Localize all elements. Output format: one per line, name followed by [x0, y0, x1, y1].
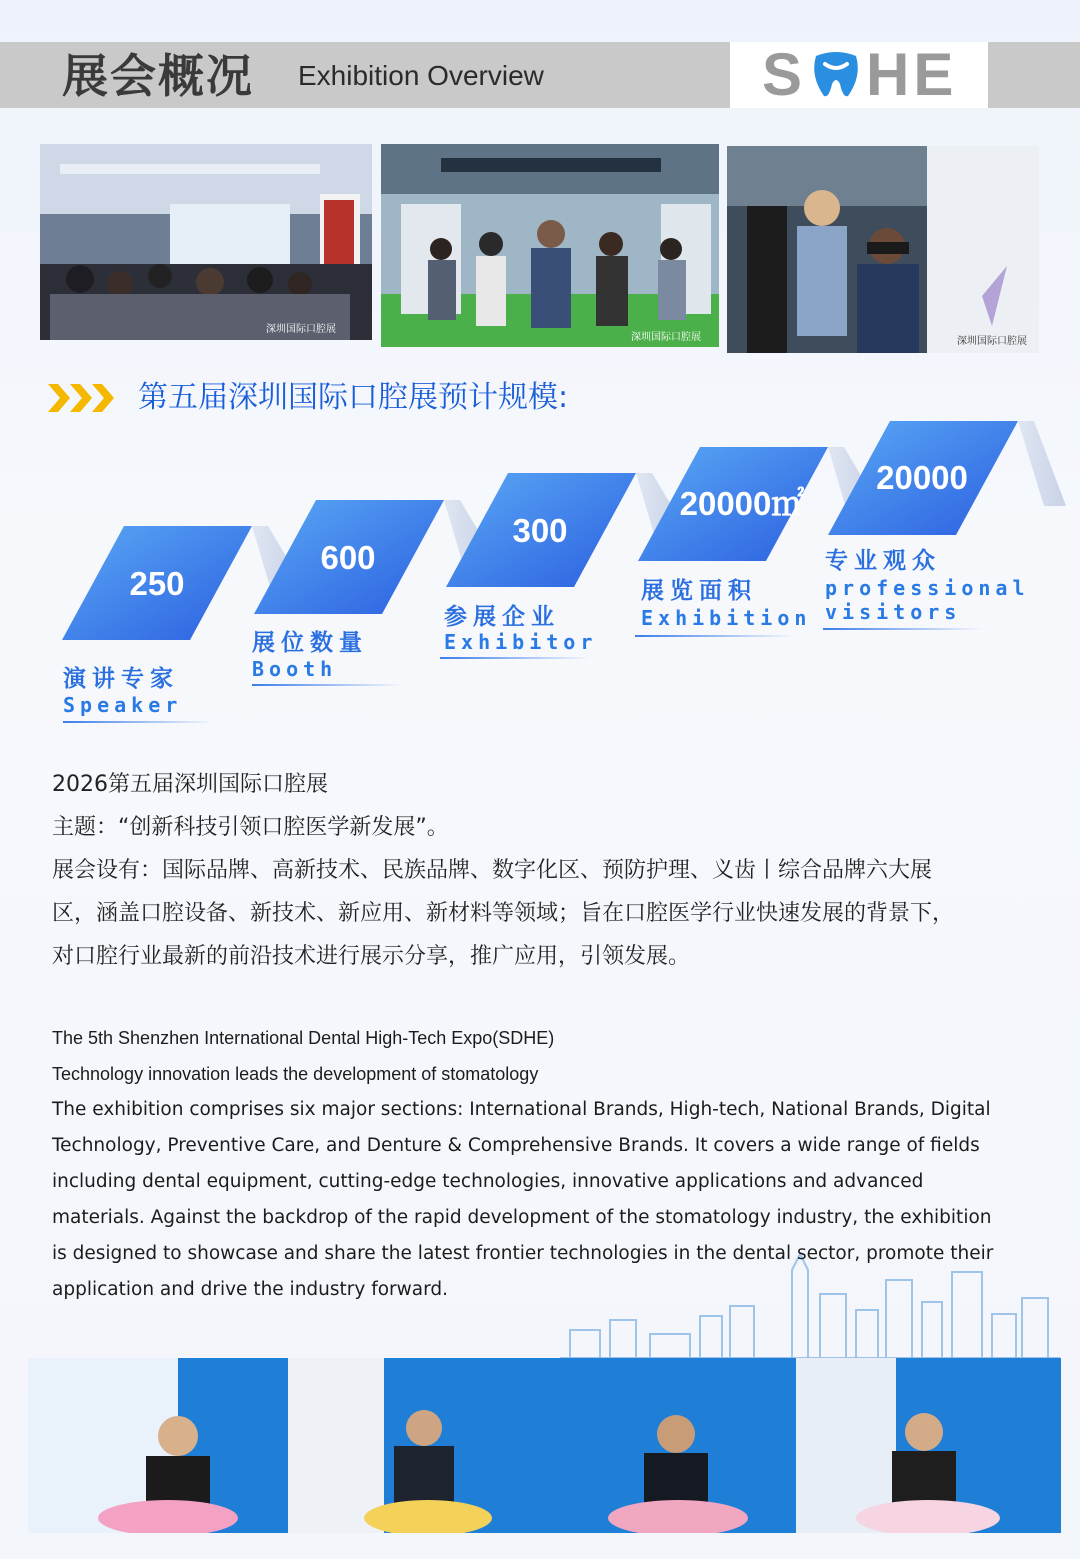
- stat-label-exhibitor-en: Exhibitor: [444, 630, 598, 654]
- stat-label-speaker-cn: 演讲专家: [63, 666, 179, 692]
- intro-en-theme: Technology innovation leads the development of stomatology: [52, 1064, 539, 1084]
- stat-label-visitors-en-1: professional: [825, 576, 1030, 600]
- page-title-en: Exhibition Overview: [298, 60, 544, 91]
- visitors-aisle-photo: [381, 144, 719, 347]
- speaker-2-photo: [288, 1358, 540, 1533]
- intro-cn-line: 区，涵盖口腔设备、新技术、新应用、新材料等领域；旨在口腔医学行业快速发展的背景下，: [52, 901, 955, 926]
- intro-en-line: application and drive the industry forward.: [52, 1279, 449, 1300]
- photo-caption: 深圳国际口腔展: [631, 332, 701, 343]
- intro-en-line: The exhibition comprises six major sections: International Brands, High-tech, National Brands, Digital: [52, 1099, 991, 1120]
- stat-underline: [635, 635, 795, 637]
- speaker-3-photo: [540, 1358, 796, 1533]
- stat-label-booth-cn: 展位数量: [252, 630, 368, 656]
- photo-caption: 深圳国际口腔展: [266, 324, 336, 335]
- header-bar-right: [988, 42, 1080, 108]
- stat-value-speaker: 250: [129, 565, 185, 602]
- intro-cn-title: 2026第五届深圳国际口腔展: [52, 772, 328, 797]
- stat-label-area-cn: 展览面积: [641, 578, 757, 604]
- photo-caption: 深圳国际口腔展: [957, 336, 1027, 347]
- vr-demo-photo: [727, 146, 1039, 353]
- intro-en-line: materials. Against the backdrop of the rapid development of the stomatology industry, the exhibition: [52, 1207, 992, 1228]
- stat-label-visitors-cn: 专业观众: [825, 548, 941, 574]
- section-heading: 第五届深圳国际口腔展预计规模:: [138, 380, 569, 415]
- stat-underline: [823, 628, 983, 630]
- stat-connector: [1018, 421, 1066, 506]
- stat-underline: [63, 721, 213, 723]
- intro-en-line: Technology, Preventive Care, and Denture & Comprehensive Brands. It covers a wide range of fields: [52, 1135, 980, 1156]
- exhibition-floor-photo: [40, 144, 372, 340]
- stat-label-visitors-en-2: visitors: [825, 600, 962, 624]
- page-title-cn: 展会概况: [62, 49, 254, 103]
- stat-underline: [252, 684, 402, 686]
- intro-cn-line: 对口腔行业最新的前沿技术进行展示分享，推广应用，引领发展。: [52, 944, 691, 969]
- stat-label-booth-en: Booth: [252, 657, 338, 681]
- speaker-4-photo: [796, 1358, 1061, 1533]
- stat-value-visitors: 20000: [876, 459, 968, 496]
- stat-label-speaker-en: Speaker: [63, 693, 183, 717]
- stat-value-area: 20000㎡: [679, 485, 805, 522]
- city-skyline-illustration: [560, 1250, 1060, 1360]
- intro-cn-theme: 主题：“创新科技引领口腔医学新发展”。: [52, 815, 449, 840]
- intro-en-line: including dental equipment, cutting-edge technologies, innovative applications and advanced: [52, 1171, 924, 1192]
- stat-label-exhibitor-cn: 参展企业: [444, 604, 560, 630]
- speaker-1-photo: [28, 1358, 288, 1533]
- stat-label-area-en: Exhibition: [641, 606, 812, 630]
- intro-en-title: The 5th Shenzhen International Dental High-Tech Expo(SDHE): [52, 1028, 555, 1048]
- stat-underline: [440, 657, 590, 659]
- tooth-logo-icon: [810, 50, 862, 100]
- intro-cn-line: 展会设有：国际品牌、高新技术、民族品牌、数字化区、预防护理、义齿丨综合品牌六大展: [52, 858, 933, 883]
- stat-value-exhibitor: 300: [512, 512, 568, 549]
- intro-en-line: is designed to showcase and share the latest frontier technologies in the dental sector, promote their: [52, 1243, 994, 1264]
- sdhe-logo: S HE: [762, 41, 958, 108]
- speakers-photo-strip: [28, 1358, 1061, 1533]
- stat-value-booth: 600: [320, 539, 376, 576]
